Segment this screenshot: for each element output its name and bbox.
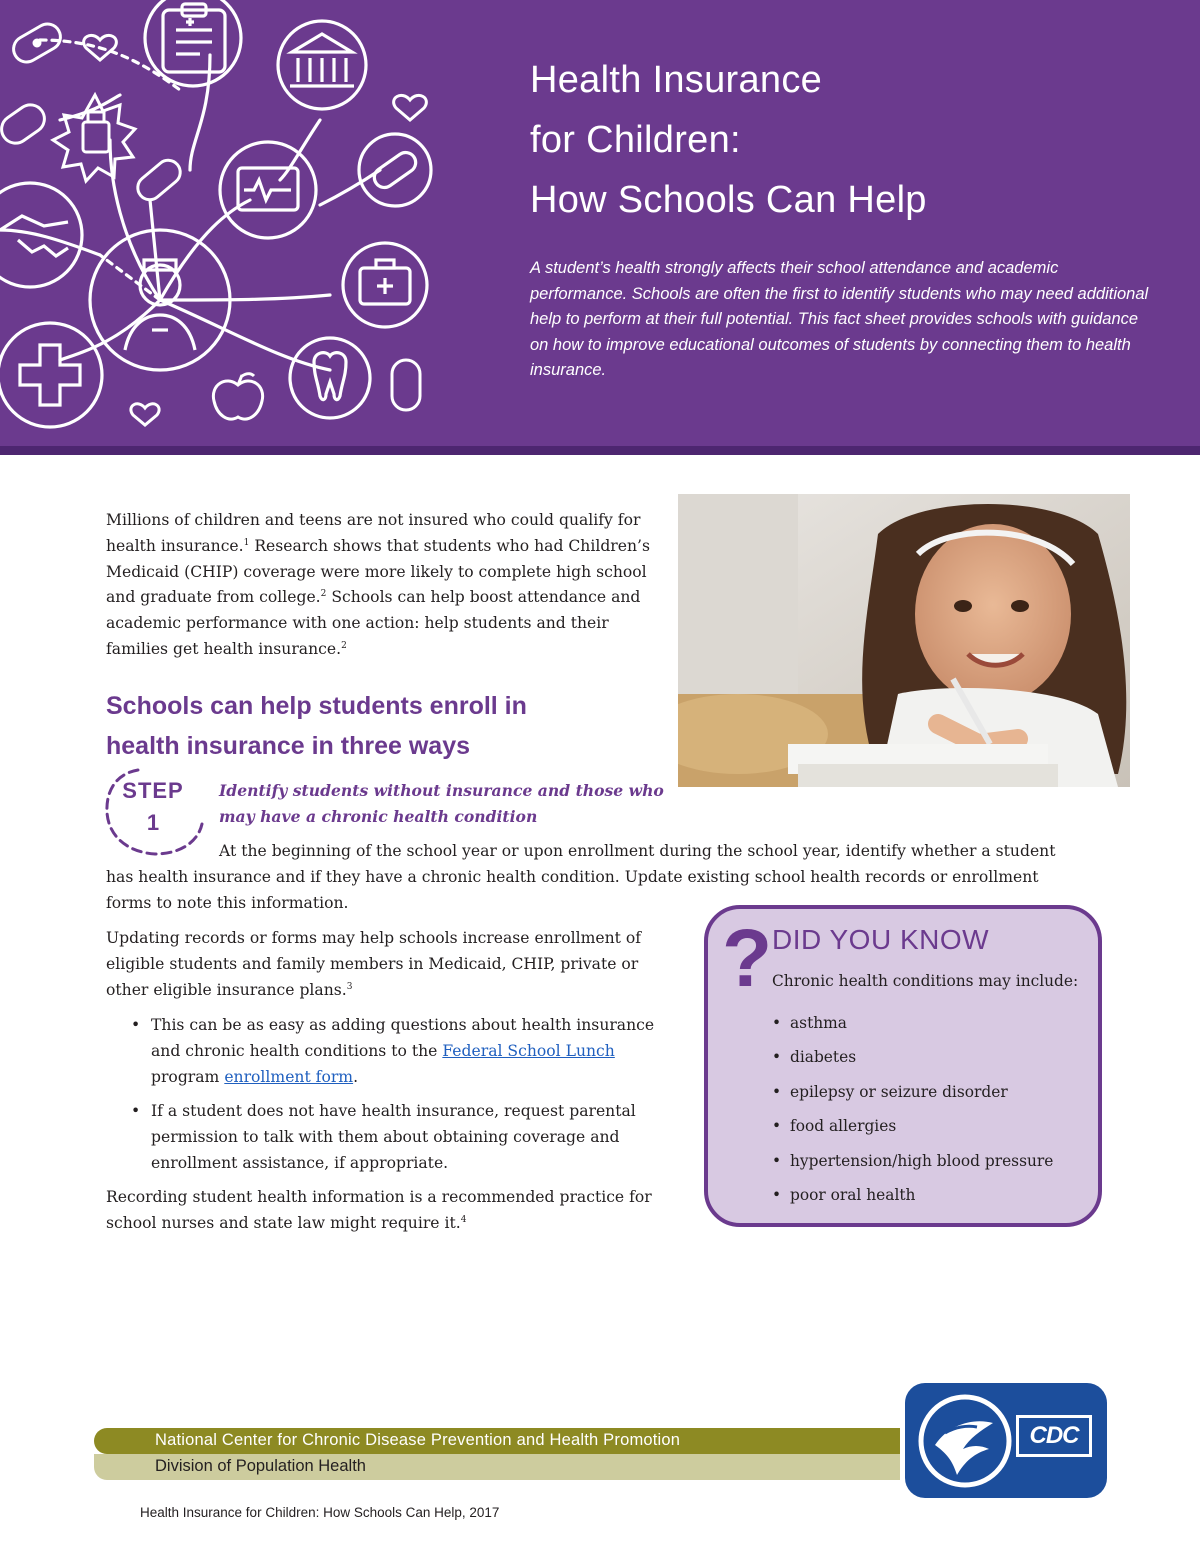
- recording-paragraph: [106, 1184, 686, 1236]
- citation-2: 2: [320, 589, 327, 600]
- bandage-icon: [392, 360, 420, 410]
- condition-item: poor oral health: [790, 1186, 916, 1205]
- lead-text-b: Research shows that students who had Children’s Medicaid (CHIP) coverage were more likely to complete high school and graduate from college.: [106, 536, 650, 607]
- lead-text-c: Schools can help boost attendance and academic performance with one action: help students and their families get health insurance.: [106, 588, 641, 658]
- pill-icon: [359, 134, 431, 206]
- title-line-2: for Children:: [530, 119, 741, 161]
- health-icons-illustration: [0, 0, 470, 446]
- bullet-dot: •: [131, 1016, 141, 1034]
- lead-text-a: Millions of children and teens are not insured who could qualify for health insurance.: [106, 511, 641, 555]
- section-heading: [106, 686, 626, 766]
- citation-1: 1: [243, 537, 250, 548]
- lead-paragraph: [106, 508, 666, 663]
- did-you-know-title: DID YOU KNOW: [772, 924, 990, 955]
- step-label: STEP: [122, 778, 184, 803]
- recording-text: Recording student health information is a recommended practice for school nurses and state law might require it.: [106, 1188, 652, 1232]
- list-item: [106, 1012, 676, 1090]
- header-banner: [0, 0, 1200, 446]
- bullet-text: program: [151, 1068, 225, 1086]
- heart-monitor-icon: [220, 142, 316, 238]
- tooth-icon: [290, 338, 370, 418]
- apple-icon: [213, 374, 262, 419]
- bandage-icon: [9, 19, 65, 67]
- bullet-dot: •: [131, 1102, 141, 1120]
- bullet-text: .: [353, 1068, 359, 1086]
- page-title: [530, 50, 1170, 230]
- list-item: • hypertension/high blood pressure: [772, 1151, 1054, 1170]
- division-name: Division of Population Health: [155, 1457, 366, 1475]
- list-item: • epilepsy or seizure disorder: [772, 1082, 1008, 1101]
- chronic-conditions-list: [772, 1006, 1053, 1212]
- condition-item: diabetes: [790, 1048, 857, 1067]
- citation-4: 4: [460, 1214, 467, 1225]
- header-divider: [0, 446, 1200, 455]
- footer-citation: Health Insurance for Children: How Schools Can Help, 2017: [140, 1505, 500, 1520]
- updating-text: Updating records or forms may help schools increase enrollment of eligible students and family members in Medicaid, CHIP, private or other eligible insurance plans.: [106, 929, 642, 999]
- title-line-1: Health Insurance: [530, 59, 823, 101]
- student-photo: [678, 494, 1130, 787]
- condition-item: asthma: [790, 1014, 847, 1032]
- first-aid-kit-icon: [343, 243, 427, 327]
- did-you-know-intro: Chronic health conditions may include:: [772, 972, 1079, 990]
- federal-school-lunch-link[interactable]: Federal School Lunch: [442, 1042, 615, 1060]
- citation-2b: 2: [341, 640, 347, 651]
- condition-item: epilepsy or seizure disorder: [790, 1082, 1008, 1101]
- step-number: 1: [146, 810, 160, 835]
- list-item: [106, 1098, 676, 1176]
- condition-item: food allergies: [790, 1117, 897, 1136]
- bullet-text: If a student does not have health insurance, request parental permission to talk with them about obtaining coverage and enrollment assistance, if appropriate.: [151, 1102, 636, 1172]
- bullet-text: This can be as easy as adding questions about health insurance and chronic health conditions to the: [151, 1016, 655, 1060]
- center-name: National Center for Chronic Disease Prevention and Health Promotion: [155, 1431, 681, 1449]
- list-item: • diabetes: [772, 1048, 857, 1067]
- updating-paragraph: [106, 925, 676, 1003]
- question-mark-icon: ?: [722, 913, 773, 1004]
- clipboard-icon: [145, 0, 241, 86]
- section-heading-line-2: health insurance in three ways: [106, 732, 471, 760]
- medical-cross-icon: [0, 323, 102, 427]
- government-building-icon: [278, 21, 366, 109]
- condition-item: hypertension/high blood pressure: [790, 1151, 1054, 1170]
- list-item: • asthma: [772, 1014, 847, 1032]
- list-item: • food allergies: [772, 1117, 897, 1136]
- cdc-wordmark: CDC: [1016, 1415, 1092, 1457]
- section-heading-line-1: Schools can help students enroll in: [106, 692, 527, 720]
- enrollment-form-link[interactable]: enrollment form: [224, 1068, 354, 1086]
- step-body: At the beginning of the school year or upon enrollment during the school year, identify whether a student has health insurance and if they have a chronic health condition. Update existing school health records or enrollment forms to note this information.: [106, 842, 1056, 912]
- title-line-3: How Schools Can Help: [530, 179, 927, 221]
- citation-3: 3: [346, 981, 353, 992]
- step-title: Identify students without insurance and those who may have a chronic health condition: [219, 781, 664, 826]
- action-bullets: [106, 1012, 676, 1184]
- intro-paragraph: A student’s health strongly affects their school attendance and academic performance. Schools are often the first to identify students who may need additional help to perform at their full potential. This fact sheet provides schools with guidance on how to improve educational outcomes of students by connecting them to health insurance.: [530, 259, 1149, 379]
- list-item: • poor oral health: [772, 1186, 916, 1205]
